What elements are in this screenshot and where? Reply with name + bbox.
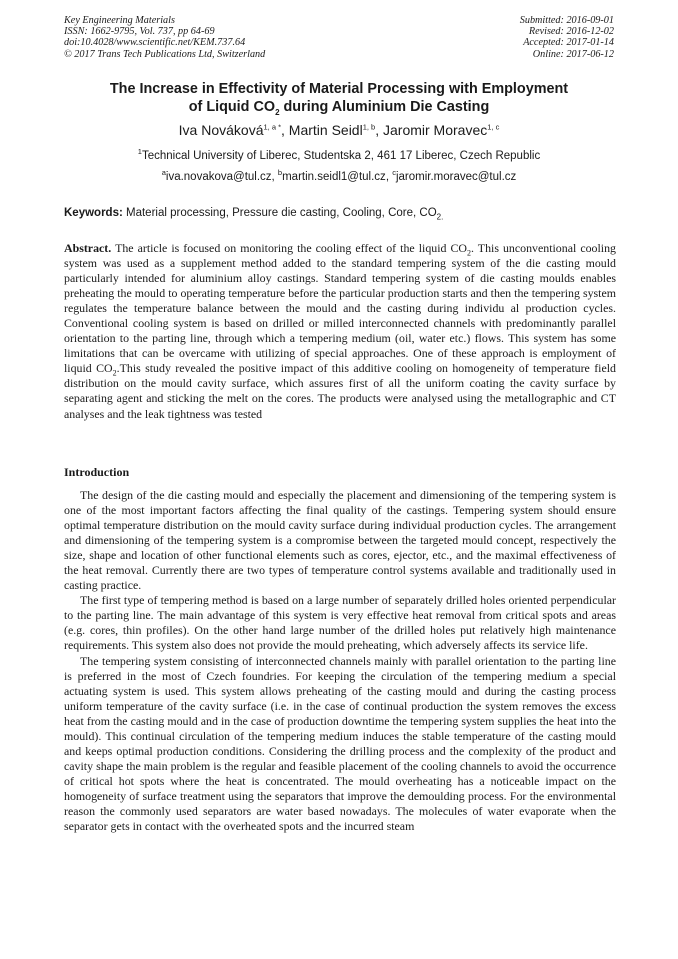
title-line-1: The Increase in Effectivity of Material Processing with Employment — [109, 81, 569, 97]
introduction-body — [64, 488, 616, 834]
dates-info — [520, 15, 614, 60]
author-name: Jaromir Moravec — [383, 122, 488, 138]
accepted-date: Accepted: 2017-01-14 — [523, 37, 614, 49]
journal-name: Key Engineering Materials — [64, 15, 175, 26]
doi-line: doi:10.4028/www.scientific.net/KEM.737.64 — [64, 37, 246, 49]
paragraph: The tempering system consisting of interconnected channels mainly with parallel orientation to the parting line is preferred in the most of Czech foundries. For keeping the circulation of the tempering medium a special actuating system is used. This system allows preheating of the casting mould and during the casting process uniform temperature of the cavity surface (i.e. in the case of continual production the system removes the excess heat from the casting mould and in the case of production downtime the tempering system supplies the heat into the mould). This continual circulation of the tempering medium induces the stable temperature of the casting mould and keeps optimal production conditions. Considering the drilling process and the complexity of the product and cavity shape the main problem is the regular and feasible placement of the cooling channels to avoid the occurrence of critical hot spots where the heat is concentrated. The mould overheating has a noticeable impact on the homogeneity of surface treatment using the separators that improve the demoulding process. For the environmental reason the commonly used separators are water based nowadays. The molecules of water evaporate when the separator gets in contact with the overheated spots and the incurred steam — [64, 653, 616, 834]
paragraph: The first type of tempering method is based on a large number of separately drilled holes oriented perpendicular to the parting line. The main advantage of this system is very effective heat removal from critical spots and areas (e.g. cores, thin profiles). On the other hand large number of the drilled holes put relatively high maintenance requirements. This system also does not provide the mould preheating, which adversely affects its service life. — [64, 593, 616, 653]
author-list: Iva Nováková$^{1, a *}$, Martin Seidl$^{1, b}$, Jaromir Moravec$^{1, c}$ — [178, 122, 500, 138]
author-superscript: 1, a * — [263, 122, 281, 132]
paragraph: The design of the die casting mould and especially the placement and dimensioning of the tempering system is one of the most important factors affecting the final quality of the castings. Tempering system should ensure optimal temperature distribution on the mould cavity surface during individual production cycles. The arrangement and dimensioning of the tempering system is a compromise between the targeted mould concept, respectively the size, shape and location of other functional elements such as cores, ejector, etc., and the maximal effectiveness of the heat removal. Currently there are two types of temperature control systems available and traditionally used in casting practice. — [64, 488, 616, 593]
abstract-label: Abstract. — [64, 241, 112, 255]
paper-title — [40, 80, 638, 116]
issn-line: ISSN: 1662-9795, Vol. 737, pp 64-69 — [64, 26, 215, 38]
submitted-date: Submitted: 2016-09-01 — [519, 15, 614, 26]
revised-date: Revised: 2016-12-02 — [528, 26, 614, 38]
abstract: Abstract. The article is focused on monitoring the cooling effect of the liquid $CO_2$. This unconventional cooling system was used as a supplement method added to the standard tempering system of the die casting mould particularly intended for aluminium alloy castings. Standard tempering system of die casting moulds enables preheating the mould to operating temperature before the particular production starts and then the tempering system regulates the temperature balance between the mould and the casting during individu al production cycles. Conventional cooling system is based on drilled or milled interconnected channels with predominantly parallel orientation to the parting line, through which a tempering medium (oil, water etc.) flows. This system has some limitations that can be overcame with utilizing of special approaches. One of these approach is employment of liquid $CO_2.This$ study revealed the positive impact of this additive cooling on homogeneity of temperature field distribution on the mould cavity surface, which assures first of all the uniform coating the cavity surface by separating agent and sticking the melt on the cores. The products were analysed using the metallographic and CT analyses and the leak tightness was tested — [64, 241, 616, 421]
author-name: Iva Nováková — [178, 122, 264, 138]
keywords-label: Keywords: — [64, 207, 123, 219]
email-link[interactable]: martin.seidl1@tul.cz — [282, 171, 386, 183]
journal-info — [64, 15, 265, 60]
email-list: $^a$iva.novakova@tul.cz, $^b$martin.seidl1@tul.cz, $^c$jaromir.moravec@tul.cz — [161, 168, 517, 183]
affiliation: $^1$Technical University of Liberec, Studentska 2, 461 17 Liberec, Czech Republic — [137, 147, 541, 162]
copyright-line: © 2017 Trans Tech Publications Ltd, Switzerland — [64, 48, 266, 60]
section-heading: Introduction — [64, 465, 130, 479]
online-date: Online: 2017-06-12 — [532, 48, 614, 60]
author-superscript: 1, b — [362, 122, 376, 132]
title-line-2: of Liquid $CO_2$ during Aluminium Die Casting — [188, 99, 490, 117]
keywords: Keywords: Material processing, Pressure die casting, Cooling, Core, $CO_{2.}$ — [64, 207, 444, 222]
email-link[interactable]: iva.novakova@tul.cz — [165, 171, 272, 183]
author-superscript: 1, c — [487, 122, 500, 132]
keywords-text: Material processing, Pressure die casting, Cooling, Core, CO — [126, 207, 437, 219]
email-link[interactable]: jaromir.moravec@tul.cz — [395, 171, 517, 183]
author-name: Martin Seidl — [288, 122, 363, 138]
